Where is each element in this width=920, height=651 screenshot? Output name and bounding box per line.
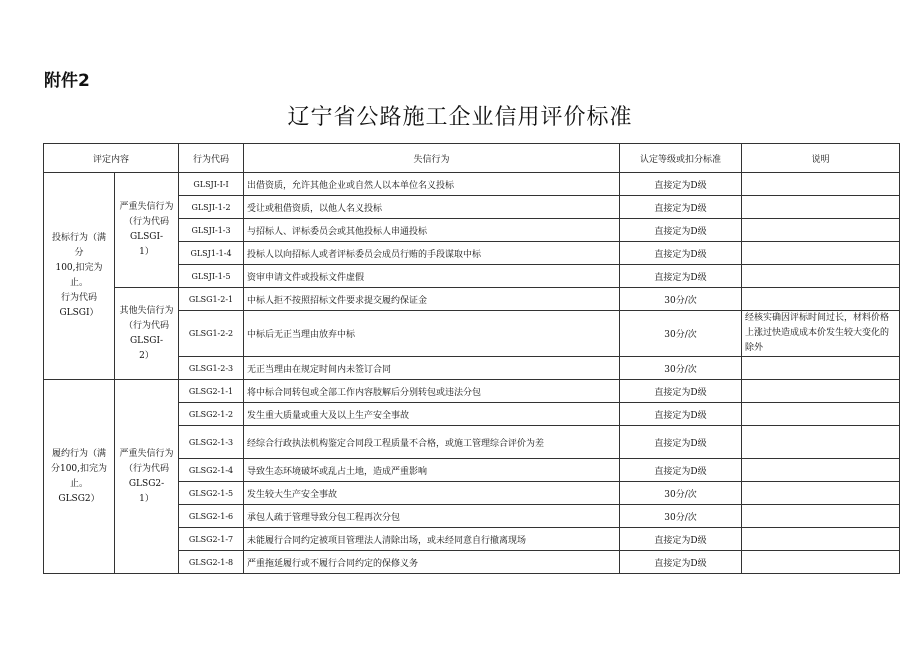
credit-standard-table <box>43 143 900 574</box>
note-cell <box>742 403 900 426</box>
table-header-row <box>44 144 900 173</box>
standard-cell: 直接定为D级 <box>620 219 742 242</box>
behavior-description-cell: 无正当理由在规定时间内未签订合同 <box>244 357 620 380</box>
note-cell <box>742 196 900 219</box>
behavior-category-line: （行为代码 <box>124 463 170 474</box>
note-cell <box>742 219 900 242</box>
header-behavior: 失信行为 <box>244 144 620 173</box>
behavior-code-cell: GLSJI-1-3 <box>179 219 244 242</box>
behavior-code-cell: GLSG1-2-1 <box>179 288 244 311</box>
behavior-category-line: （行为代码 <box>124 320 170 331</box>
table-row <box>44 173 900 196</box>
note-cell <box>742 505 900 528</box>
behavior-category-cell <box>115 288 179 380</box>
standard-cell: 直接定为D级 <box>620 196 742 219</box>
document-title: 辽宁省公路施工企业信用评价标准 <box>287 105 633 130</box>
behavior-category-line: 严重失信行为 <box>119 202 174 212</box>
behavior-category-line: 2） <box>139 350 154 361</box>
behavior-description-cell: 经综合行政执法机构鉴定合同段工程质量不合格，或施工管理综合评价为差 <box>244 426 620 459</box>
behavior-code-cell: GLSJI-1-5 <box>179 265 244 288</box>
note-cell <box>742 551 900 574</box>
behavior-category-line: GLSGI- <box>129 335 164 346</box>
behavior-code-cell: GLSG2-1-6 <box>179 505 244 528</box>
evaluation-content-line: 分 <box>74 248 84 258</box>
behavior-description-cell: 未能履行合同约定被项目管理法人清除出场，或未经同意自行撤离现场 <box>244 528 620 551</box>
note-cell <box>742 380 900 403</box>
behavior-description-cell: 严重拖延履行或不履行合同约定的保修义务 <box>244 551 620 574</box>
note-cell: 经核实确因评标时间过长，材料价格上涨过快造成成本价发生较大变化的除外 <box>742 311 900 357</box>
behavior-code-cell: GLSJ1-1-4 <box>179 242 244 265</box>
behavior-category-line: 严重失信行为 <box>119 448 174 459</box>
note-cell <box>742 173 900 196</box>
note-cell <box>742 357 900 380</box>
behavior-description-cell: 中标人拒不按照招标文件要求提交履约保证金 <box>244 288 620 311</box>
standard-cell: 直接定为D级 <box>620 242 742 265</box>
standard-cell: 直接定为D级 <box>620 528 742 551</box>
evaluation-content-line: GLSGI） <box>59 308 99 318</box>
evaluation-content-line: 行为代码 <box>60 293 97 303</box>
note-cell <box>742 426 900 459</box>
table-body <box>44 173 900 574</box>
header-standard: 认定等级或扣分标准 <box>620 144 742 173</box>
evaluation-content-cell <box>44 173 115 380</box>
behavior-category-cell <box>115 173 179 288</box>
behavior-category-cell <box>115 380 179 574</box>
behavior-category-line: （行为代码 <box>124 217 170 227</box>
table-row <box>44 380 900 403</box>
behavior-code-cell: GLSJI-1-2 <box>179 196 244 219</box>
note-cell <box>742 482 900 505</box>
evaluation-content-line: 履约行为（满 <box>51 448 106 459</box>
standard-cell: 直接定为D级 <box>620 265 742 288</box>
standard-cell: 直接定为D级 <box>620 426 742 459</box>
standard-cell: 30分/次 <box>620 357 742 380</box>
header-code: 行为代码 <box>179 144 244 173</box>
behavior-description-cell: 出借资质，允许其他企业或自然人以本单位名义投标 <box>244 173 620 196</box>
behavior-category-line: 1） <box>139 247 154 257</box>
behavior-code-cell: GLSG2-1-7 <box>179 528 244 551</box>
behavior-description-cell: 中标后无正当理由放弃中标 <box>244 311 620 357</box>
note-cell <box>742 528 900 551</box>
evaluation-content-line: GLSG2） <box>58 493 100 504</box>
header-note: 说明 <box>742 144 900 173</box>
note-cell <box>742 242 900 265</box>
behavior-code-cell: GLSG2-1-8 <box>179 551 244 574</box>
behavior-code-cell: GLSG2-1-1 <box>179 380 244 403</box>
evaluation-content-line: 分100,扣完为 <box>50 463 108 474</box>
behavior-category-line: 其他失信行为 <box>119 305 174 316</box>
behavior-code-cell: GLSG2-1-4 <box>179 459 244 482</box>
standard-cell: 30分/次 <box>620 288 742 311</box>
attachment-label: 附件2 <box>44 71 90 91</box>
table-row <box>44 288 900 311</box>
behavior-description-cell: 发生重大质量或重大及以上生产安全事故 <box>244 403 620 426</box>
note-cell <box>742 265 900 288</box>
header-content: 评定内容 <box>44 144 179 173</box>
standard-cell: 直接定为D级 <box>620 551 742 574</box>
standard-cell: 直接定为D级 <box>620 459 742 482</box>
behavior-description-cell: 与招标人、评标委员会或其他投标人串通投标 <box>244 219 620 242</box>
note-cell <box>742 459 900 482</box>
behavior-description-cell: 投标人以向招标人或者评标委员会成员行贿的手段谋取中标 <box>244 242 620 265</box>
standard-cell: 30分/次 <box>620 482 742 505</box>
standard-cell: 直接定为D级 <box>620 403 742 426</box>
standard-cell: 30分/次 <box>620 505 742 528</box>
behavior-description-cell: 受让或租借资质，以他人名义投标 <box>244 196 620 219</box>
behavior-description-cell: 将中标合同转包或全部工作内容肢解后分别转包或违法分包 <box>244 380 620 403</box>
note-cell <box>742 288 900 311</box>
behavior-description-cell: 承包人疏于管理导致分包工程再次分包 <box>244 505 620 528</box>
evaluation-content-line: 100,扣完为止。 <box>55 263 103 288</box>
behavior-code-cell: GLSG2-1-5 <box>179 482 244 505</box>
standard-cell: 直接定为D级 <box>620 173 742 196</box>
behavior-description-cell: 资审申请文件或投标文件虚假 <box>244 265 620 288</box>
standard-cell: 30分/次 <box>620 311 742 357</box>
behavior-category-line: GLSGI- <box>129 232 164 242</box>
behavior-code-cell: GLSG2-1-3 <box>179 426 244 459</box>
evaluation-content-line: 止。 <box>69 478 88 489</box>
behavior-code-cell: GLSJI-I-I <box>179 173 244 196</box>
standard-cell: 直接定为D级 <box>620 380 742 403</box>
behavior-code-cell: GLSG2-1-2 <box>179 403 244 426</box>
behavior-category-line: GLSG2- <box>128 478 165 489</box>
behavior-category-line: 1） <box>139 493 154 504</box>
behavior-description-cell: 发生较大生产安全事故 <box>244 482 620 505</box>
evaluation-content-cell <box>44 380 115 574</box>
evaluation-content-line: 投标行为（满 <box>51 233 106 243</box>
behavior-description-cell: 导致生态环境破坏或乱占土地，造成严重影响 <box>244 459 620 482</box>
behavior-code-cell: GLSG1-2-2 <box>179 311 244 357</box>
behavior-code-cell: GLSG1-2-3 <box>179 357 244 380</box>
